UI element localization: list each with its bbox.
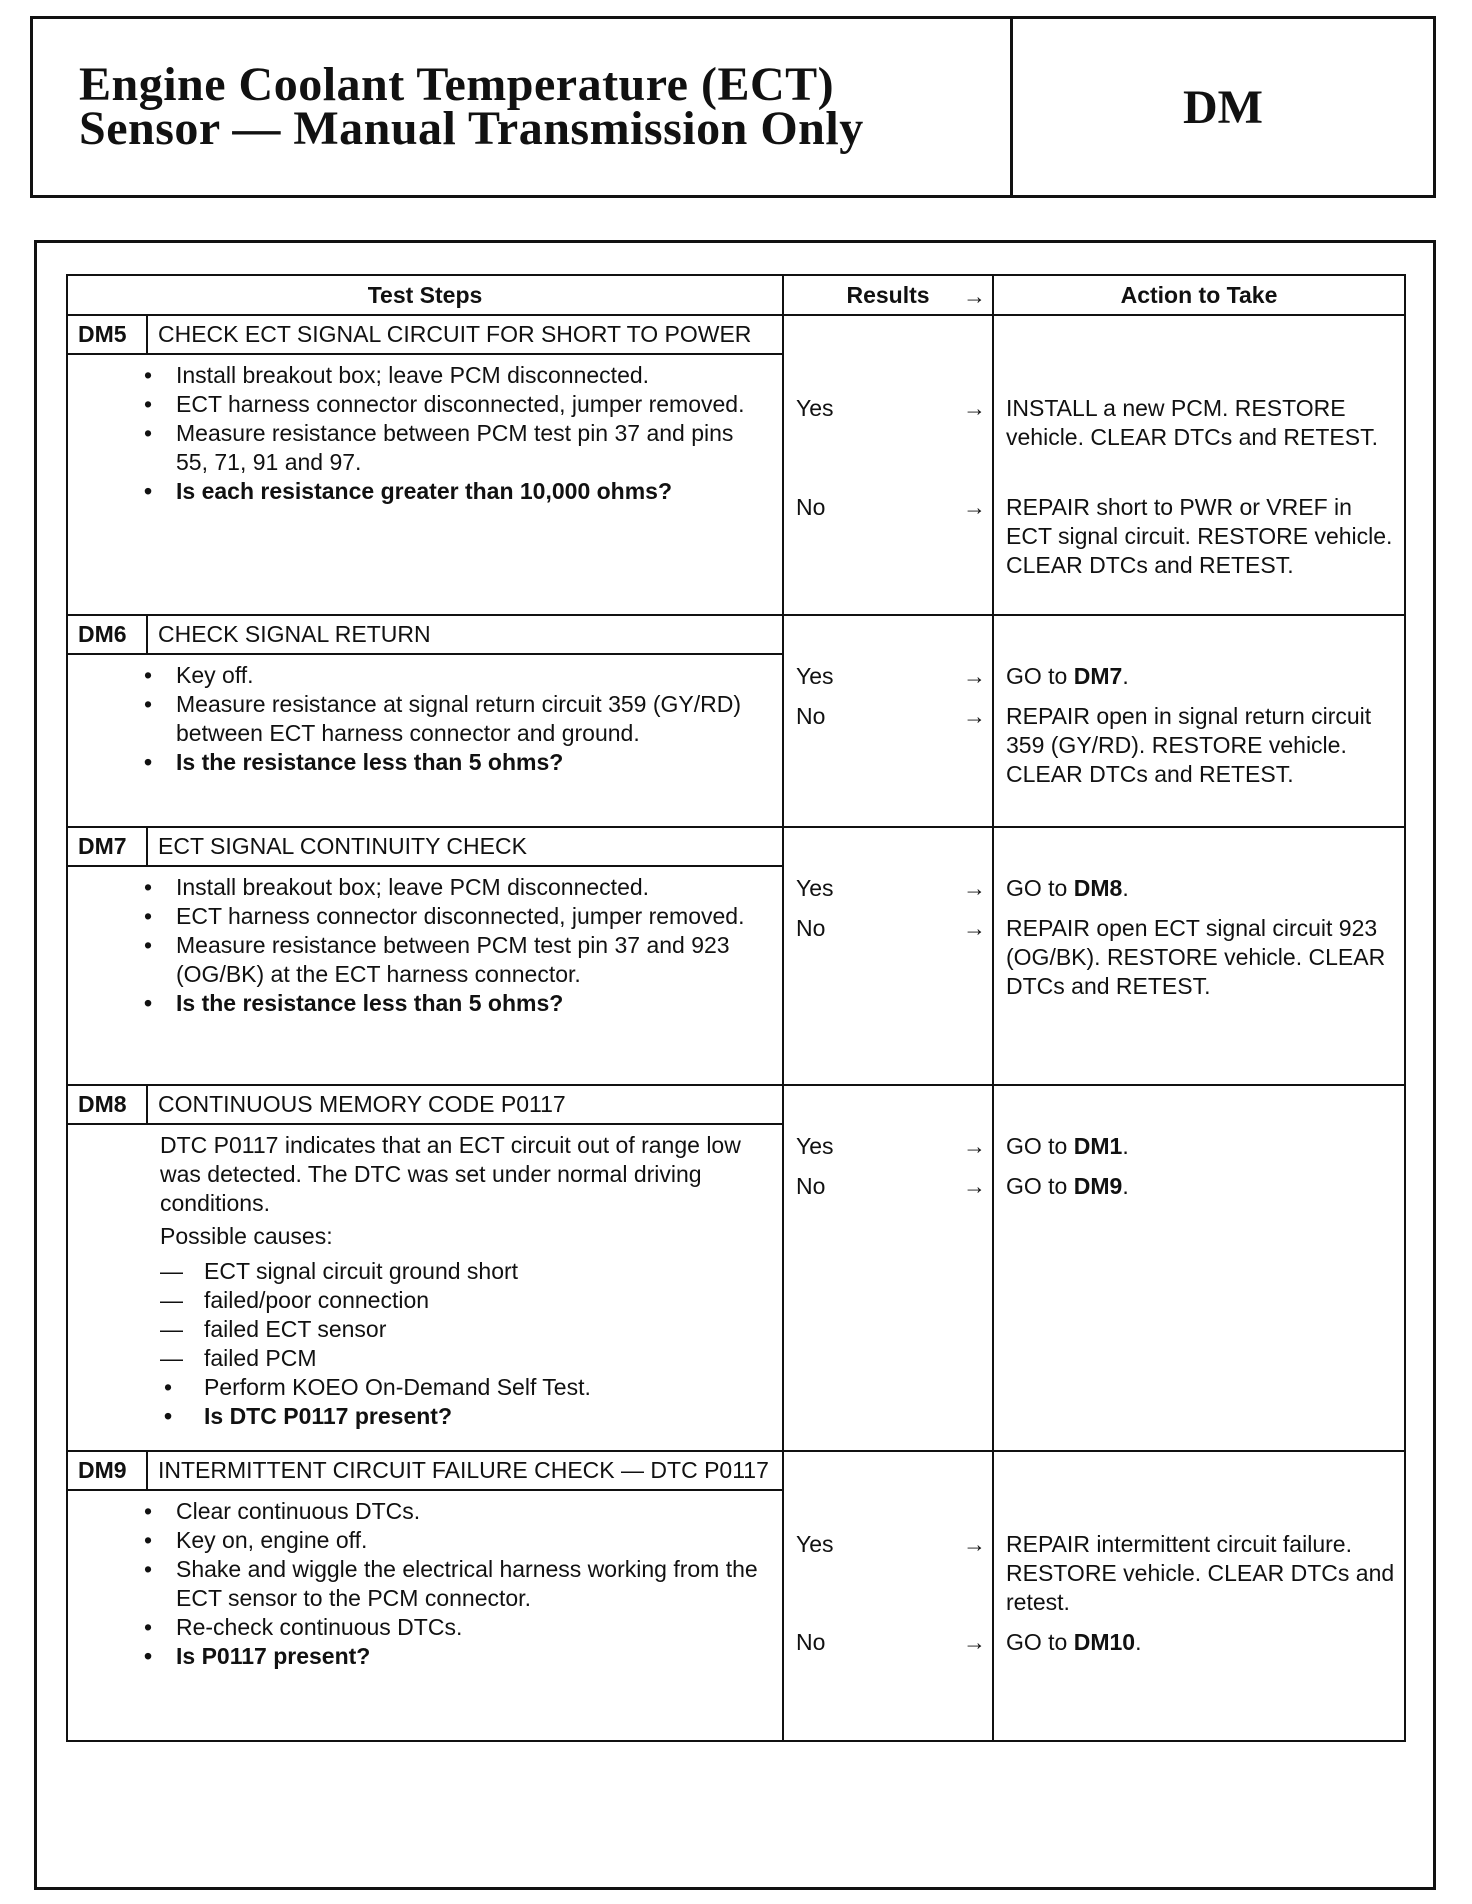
results-cell-dm6 (783, 615, 993, 827)
cause-item: — ECT signal circuit ground short (160, 1257, 770, 1286)
step-bullet: • Shake and wiggle the electrical harness working from the ECT sensor to the PCM connector. (136, 1555, 770, 1613)
step-bullet: • Measure resistance between PCM test pin 37 and 923 (OG/BK) at the ECT harness connector. (136, 931, 770, 989)
cause-item: — failed ECT sensor (160, 1315, 770, 1344)
action-cell-dm5 (993, 315, 1405, 615)
action-text: REPAIR open ECT signal circuit 923 (OG/BK). RESTORE vehicle. CLEAR DTCs and RETEST. (1006, 915, 1386, 999)
action-prefix: GO to (1006, 1133, 1068, 1159)
step-bullet: • Clear continuous DTCs. (136, 1497, 770, 1526)
result-yes (796, 662, 986, 691)
step-id: DM9 (68, 1452, 148, 1489)
arrow-icon: → (963, 703, 986, 729)
arrow-icon: → (963, 875, 986, 901)
result-yes (796, 1530, 986, 1559)
step-body-dm6 (68, 655, 782, 781)
goto-step-link[interactable]: DM9 (1073, 1173, 1123, 1199)
result-no (796, 1172, 986, 1201)
action-text: REPAIR intermittent circuit failure. RESTORE vehicle. CLEAR DTCs and retest. (1006, 1531, 1395, 1615)
step-header-dm7 (68, 828, 782, 867)
cause-item: — failed/poor connection (160, 1286, 770, 1315)
results-cell-dm9 (783, 1451, 993, 1741)
action-cell-dm6 (993, 615, 1405, 827)
action-text (1006, 1628, 1396, 1657)
cause-item: — failed PCM (160, 1344, 770, 1373)
action-prefix: GO to (1006, 1629, 1068, 1655)
action-suffix: . (1135, 1629, 1142, 1655)
step-header-dm9 (68, 1452, 782, 1491)
results-cell-dm7 (783, 827, 993, 1085)
table-row-dm5 (67, 315, 1405, 615)
step-cell-dm8 (67, 1085, 783, 1451)
result-label: No (796, 1173, 826, 1199)
step-header-dm6 (68, 616, 782, 655)
step-question: • Is each resistance greater than 10,000 ohms? (136, 477, 770, 506)
action-cell-dm8 (993, 1085, 1405, 1451)
page-header (30, 16, 1436, 198)
table-header-row (67, 275, 1405, 315)
step-title: CHECK ECT SIGNAL CIRCUIT FOR SHORT TO POWER (158, 321, 752, 347)
step-question: • Is DTC P0117 present? (160, 1402, 770, 1431)
step-id: DM8 (68, 1086, 148, 1123)
result-label: Yes (796, 875, 834, 901)
arrow-icon: → (963, 1173, 986, 1199)
table-row-dm6 (67, 615, 1405, 827)
action-text: REPAIR short to PWR or VREF in ECT signal circuit. RESTORE vehicle. CLEAR DTCs and RETEST. (1006, 494, 1393, 578)
result-label: Yes (796, 1531, 834, 1557)
action-text (1006, 662, 1396, 691)
result-no (796, 702, 986, 731)
step-bullet: • ECT harness connector disconnected, jumper removed. (136, 902, 770, 931)
step-cell-dm9 (67, 1451, 783, 1741)
action-cell-dm7 (993, 827, 1405, 1085)
possible-causes-label: Possible causes: (160, 1223, 333, 1249)
step-id: DM7 (68, 828, 148, 865)
results-cell-dm8 (783, 1085, 993, 1451)
arrow-icon: → (963, 395, 986, 421)
step-body-dm5 (68, 355, 782, 510)
goto-step-link[interactable]: DM7 (1073, 663, 1123, 689)
arrow-icon: → (963, 1133, 986, 1159)
result-label: No (796, 1629, 826, 1655)
action-text (1006, 1172, 1396, 1201)
page-title-line1: Engine Coolant Temperature (ECT) (79, 58, 835, 111)
step-cell-dm7 (67, 827, 783, 1085)
step-bullet: • Install breakout box; leave PCM disconnected. (136, 361, 770, 390)
result-label: No (796, 494, 826, 520)
arrow-icon: → (963, 494, 986, 520)
step-bullet: • Key on, engine off. (136, 1526, 770, 1555)
arrow-icon: → (963, 1531, 986, 1557)
step-bullet: • Measure resistance between PCM test pin 37 and pins 55, 71, 91 and 97. (136, 419, 770, 477)
action-suffix: . (1122, 1173, 1129, 1199)
step-bullet: • ECT harness connector disconnected, jumper removed. (136, 390, 770, 419)
step-bullet: • Re-check continuous DTCs. (136, 1613, 770, 1642)
arrow-icon: → (963, 283, 986, 309)
action-cell-dm9 (993, 1451, 1405, 1741)
table-row-dm7 (67, 827, 1405, 1085)
result-label: Yes (796, 395, 834, 421)
step-body-dm7 (68, 867, 782, 1022)
goto-step-link[interactable]: DM1 (1073, 1133, 1123, 1159)
arrow-icon: → (963, 915, 986, 941)
arrow-icon: → (963, 1629, 986, 1655)
step-bullet: • Measure resistance at signal return circuit 359 (GY/RD) between ECT harness connector and ground. (136, 690, 770, 748)
action-prefix: GO to (1006, 663, 1068, 689)
col-header-action: Action to Take (993, 275, 1405, 315)
goto-step-link[interactable]: DM8 (1073, 875, 1123, 901)
action-suffix: . (1122, 875, 1129, 901)
arrow-icon: → (963, 663, 986, 689)
step-title: INTERMITTENT CIRCUIT FAILURE CHECK — DTC P0117 (158, 1457, 769, 1483)
step-bullet: • Install breakout box; leave PCM disconnected. (136, 873, 770, 902)
result-label: No (796, 703, 826, 729)
col-header-results (783, 275, 993, 315)
col-header-results-label: Results (846, 281, 930, 308)
action-suffix: . (1122, 1133, 1129, 1159)
result-yes (796, 394, 986, 423)
result-label: No (796, 915, 826, 941)
step-title: CHECK SIGNAL RETURN (158, 621, 431, 647)
result-no (796, 493, 986, 522)
goto-step-link[interactable]: DM10 (1073, 1629, 1136, 1655)
step-id: DM5 (68, 316, 148, 353)
table-row-dm9 (67, 1451, 1405, 1741)
step-cell-dm5 (67, 315, 783, 615)
step-bullet: • Key off. (136, 661, 770, 690)
result-yes (796, 874, 986, 903)
step-header-dm5 (68, 316, 782, 355)
step-body-dm8 (68, 1125, 782, 1435)
action-prefix: GO to (1006, 875, 1068, 901)
result-no (796, 914, 986, 943)
result-label: Yes (796, 1133, 834, 1159)
col-header-test-steps: Test Steps (67, 275, 783, 315)
step-title: ECT SIGNAL CONTINUITY CHECK (158, 833, 527, 859)
result-no (796, 1628, 986, 1657)
test-steps-table (66, 274, 1406, 1742)
step-header-dm8 (68, 1086, 782, 1125)
step-question: • Is P0117 present? (136, 1642, 770, 1671)
step-question: • Is the resistance less than 5 ohms? (136, 748, 770, 777)
action-text (1006, 874, 1396, 903)
step-bullet: • Perform KOEO On-Demand Self Test. (160, 1373, 770, 1402)
step-id: DM6 (68, 616, 148, 653)
step-cell-dm6 (67, 615, 783, 827)
step-description: DTC P0117 indicates that an ECT circuit out of range low was detected. The DTC was set under normal driving conditions. (160, 1132, 741, 1216)
action-prefix: GO to (1006, 1173, 1068, 1199)
section-code: DM (1010, 19, 1433, 195)
action-text: REPAIR open in signal return circuit 359 (GY/RD). RESTORE vehicle. CLEAR DTCs and RETEST. (1006, 703, 1372, 787)
step-question: • Is the resistance less than 5 ohms? (136, 989, 770, 1018)
table-row-dm8 (67, 1085, 1405, 1451)
results-cell-dm5 (783, 315, 993, 615)
page-title (33, 19, 1010, 195)
step-title: CONTINUOUS MEMORY CODE P0117 (158, 1091, 566, 1117)
action-text: INSTALL a new PCM. RESTORE vehicle. CLEAR DTCs and RETEST. (1006, 395, 1378, 450)
action-suffix: . (1122, 663, 1129, 689)
result-yes (796, 1132, 986, 1161)
result-label: Yes (796, 663, 834, 689)
step-body-dm9 (68, 1491, 782, 1675)
page-title-line2: Sensor — Manual Transmission Only (79, 102, 864, 155)
action-text (1006, 1132, 1396, 1161)
